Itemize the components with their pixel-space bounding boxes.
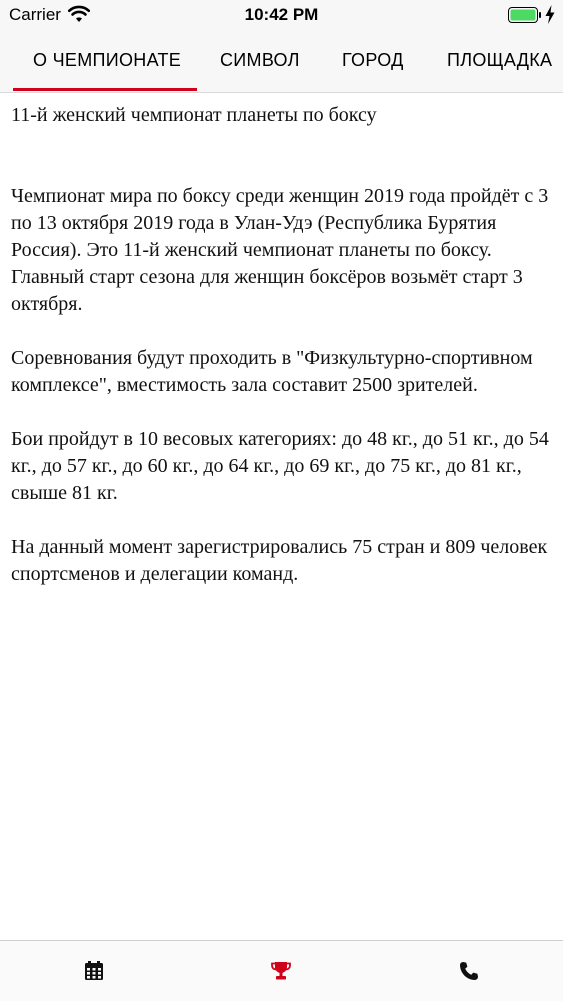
tab-venue[interactable]: ПЛОЩАДКА: [447, 50, 553, 70]
article-paragraph: Чемпионат мира по боксу среди женщин 2019 года пройдёт с 3 по 13 октября 2019 года в Улан-Удэ (Республика Бурятия Россия). Это 11-й женский чемпионат планеты по боксу.: [11, 185, 549, 261]
tab-symbol[interactable]: СИМВОЛ: [220, 50, 300, 70]
clock-time: 10:42 PM: [244, 5, 319, 24]
article-paragraph: На данный момент зарегистрировались 75 стран и 809 человек спортсменов и делегации команд.: [11, 536, 548, 585]
charging-bolt-icon: [545, 5, 555, 24]
tab-bar: [0, 30, 563, 93]
status-bar: [0, 0, 563, 30]
calendar-icon[interactable]: [84, 961, 104, 981]
tab-city[interactable]: ГОРОД: [342, 50, 404, 70]
trophy-icon[interactable]: [271, 961, 291, 981]
phone-icon[interactable]: [459, 961, 479, 981]
tab-about[interactable]: О ЧЕМПИОНАТЕ: [33, 50, 182, 70]
article-content: [11, 102, 551, 615]
active-tab-indicator: [13, 88, 197, 91]
battery-icon: [508, 7, 542, 23]
article-paragraph: Соревнования будут проходить в "Физкультурно-спортивном комплексе", вместимость зала составит 2500 зрителей.: [11, 347, 533, 396]
carrier-label: Carrier: [9, 5, 61, 24]
article-paragraph: Главный старт сезона для женщин боксёров возьмёт старт 3 октября.: [11, 266, 523, 315]
bottom-nav-bar: [0, 940, 563, 1001]
article-paragraph: Бои пройдут в 10 весовых категориях: до 48 кг., до 51 кг., до 54 кг., до 57 кг., до 60 кг., до 64 кг., до 69 кг., до 75 кг., до 81 кг., свыше 81 кг.: [11, 428, 549, 504]
article-headline: 11-й женский чемпионат планеты по боксу: [11, 104, 377, 126]
